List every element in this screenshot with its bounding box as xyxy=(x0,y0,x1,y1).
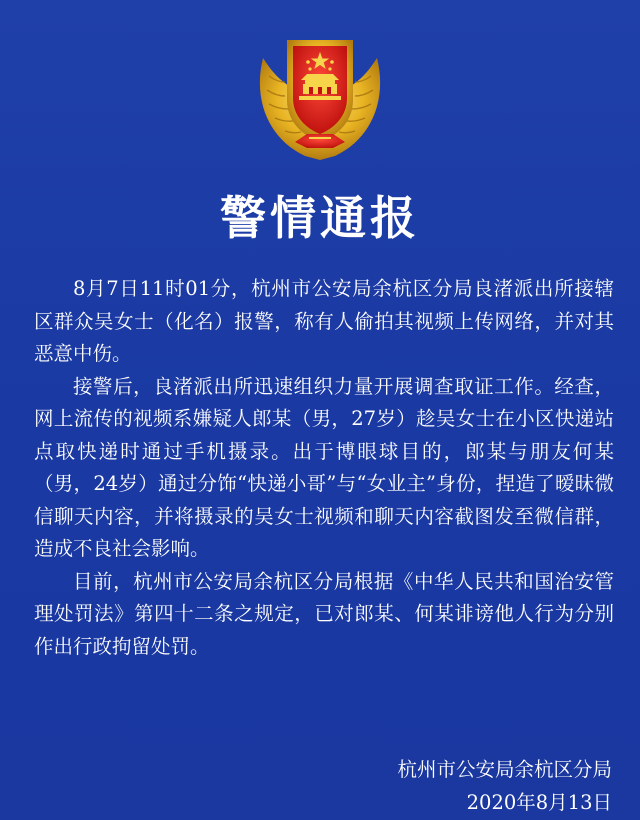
notice-body xyxy=(34,273,614,663)
paragraph-investigation: 接警后，良渚派出所迅速组织力量开展调查取证工作。经查，网上流传的视频系嫌疑人郎某（男，27岁）趁吴女士在小区快递站点取快递时通过手机摄录。出于博眼球目的，郎某与朋友何某（男，24岁）通过分饰“快递小哥”与“女业主”身份，捏造了暧昧微信聊天内容，并将摄录的吴女士视频和聊天内容截图发至微信群，造成不良社会影响。 xyxy=(34,374,614,560)
paragraph-report: 8月7日11时01分，杭州市公安局余杭区分局良渚派出所接辖区群众吴女士（化名）报警，称有人偷拍其视频上传网络，并对其恶意中伤。 xyxy=(34,277,614,365)
issue-date: 2020年8月13日 xyxy=(466,791,612,814)
emblem-area xyxy=(0,18,640,168)
page-title: 警情通报 xyxy=(220,191,420,245)
police-emblem-icon xyxy=(245,18,395,168)
issuing-organization: 杭州市公安局余杭区分局 xyxy=(397,758,612,781)
signature-block xyxy=(397,753,612,819)
paragraph-penalty: 目前，杭州市公安局余杭区分局根据《中华人民共和国治安管理处罚法》第四十二条之规定，已对郎某、何某诽谤他人行为分别作出行政拘留处罚。 xyxy=(34,569,614,658)
